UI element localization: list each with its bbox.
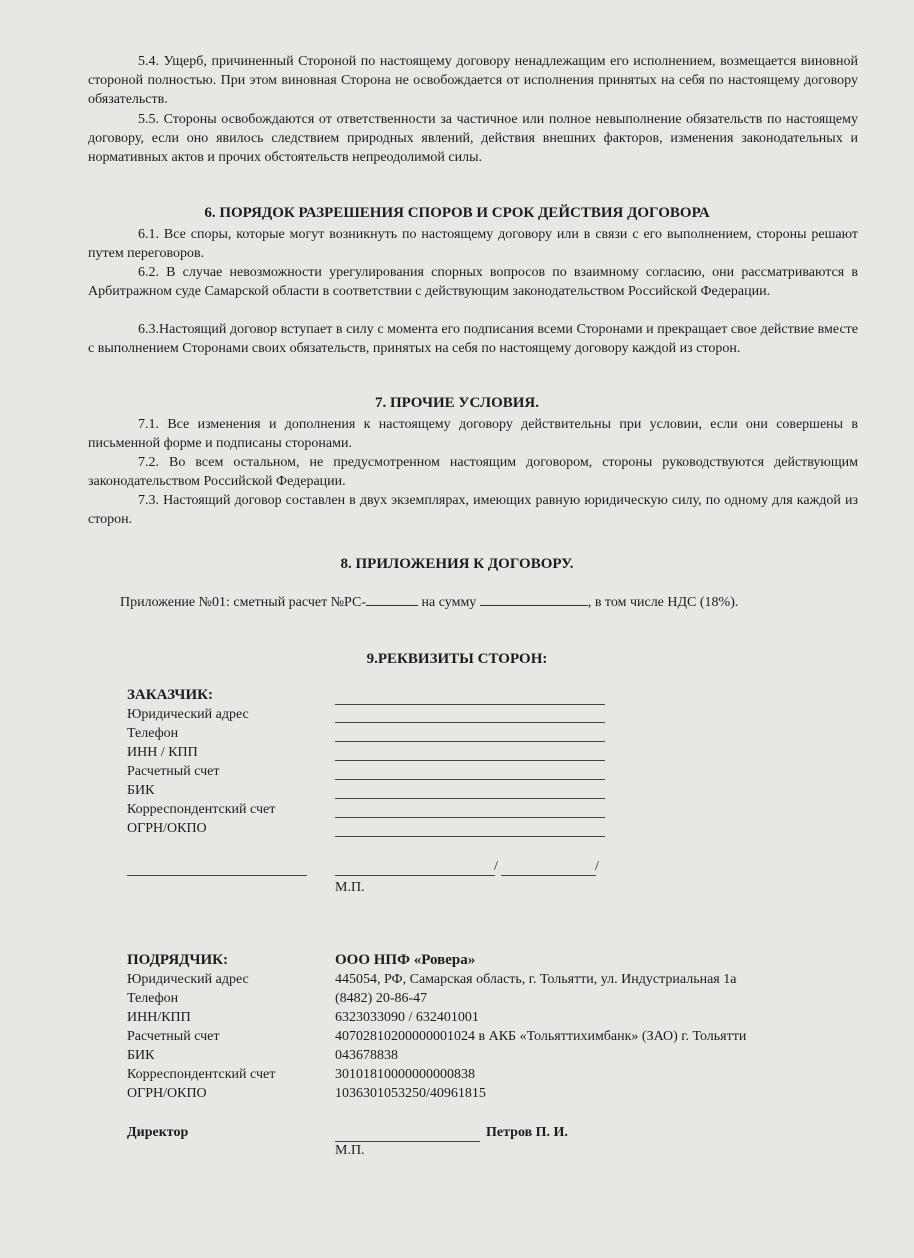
annex-text-2: на сумму (418, 595, 480, 610)
section-9-heading: 9.РЕКВИЗИТЫ СТОРОН: (366, 651, 548, 667)
signature-separator-1: / (494, 859, 498, 874)
customer-account-blank[interactable] (335, 779, 605, 780)
contractor-field-corr-account: Корреспондентский счет (127, 1067, 276, 1082)
customer-stamp-label: М.П. (335, 880, 365, 895)
customer-legal-address-blank[interactable] (335, 722, 605, 723)
contractor-bik: 043678838 (335, 1048, 398, 1063)
customer-field-phone: Телефон (127, 726, 179, 741)
customer-title: ЗАКАЗЧИК: (127, 687, 213, 703)
clause-7-2: 7.2. Во всем остальном, не предусмотренном настоящим договором, стороны руководствуются действующим законодательством Российской Федерации. (88, 455, 858, 489)
contractor-title: ПОДРЯДЧИК: (127, 952, 229, 968)
contractor-ogrn-okpo: 1036301053250/40961815 (335, 1086, 486, 1101)
customer-name-blank[interactable] (335, 704, 605, 705)
customer-field-account: Расчетный счет (127, 764, 220, 779)
customer-field-bik: БИК (127, 783, 155, 798)
estimate-number-blank[interactable] (366, 593, 418, 606)
customer-field-legal-address: Юридический адрес (127, 707, 249, 722)
contractor-corr-account: 30101810000000000838 (335, 1067, 475, 1082)
director-label: Директор (127, 1125, 189, 1140)
annex-text-3: , в том числе НДС (18%). (587, 595, 739, 610)
clause-6-3: 6.3.Настоящий договор вступает в силу с момента его подписания всеми Сторонами и прекращает свое действие вместе с выполнением Сторонами своих обязательств, принятых на себя по настоящему договору каждой из сторон. (88, 322, 858, 356)
contractor-account: 40702810200000001024 в АКБ «Тольяттихимбанк» (ЗАО) г. Тольятти (335, 1029, 747, 1044)
customer-ogrn-okpo-blank[interactable] (335, 836, 605, 837)
customer-name-signature-blank[interactable] (501, 875, 596, 876)
customer-field-corr-account: Корреспондентский счет (127, 802, 276, 817)
customer-bik-blank[interactable] (335, 798, 605, 799)
contractor-field-ogrn-okpo: ОГРН/ОКПО (127, 1086, 207, 1101)
contractor-field-phone: Телефон (127, 991, 179, 1006)
annex-line (120, 593, 738, 611)
customer-phone-blank[interactable] (335, 741, 605, 742)
customer-signature-blank[interactable] (335, 875, 495, 876)
customer-field-inn-kpp: ИНН / КПП (127, 745, 198, 760)
contractor-stamp-label: М.П. (335, 1143, 365, 1158)
contractor-field-account: Расчетный счет (127, 1029, 220, 1044)
clause-5-5: 5.5. Стороны освобождаются от ответственности за частичное или полное невыполнение обязательств по настоящему договору, если оно явилось следствием природных явлений, действия внешних факторов, изменения законодательных и нормативных актов и прочих обстоятельств непреодолимой силы. (88, 112, 858, 165)
contractor-phone: (8482) 20-86-47 (335, 991, 428, 1006)
contractor-field-inn-kpp: ИНН/КПП (127, 1010, 191, 1025)
clause-7-1: 7.1. Все изменения и дополнения к настоящему договору действительны при условии, если они совершены в письменной форме и подписаны сторонами. (88, 417, 858, 451)
customer-corr-account-blank[interactable] (335, 817, 605, 818)
director-name: Петров П. И. (486, 1125, 568, 1140)
customer-field-ogrn-okpo: ОГРН/ОКПО (127, 821, 207, 836)
clause-5-4: 5.4. Ущерб, причиненный Стороной по настоящему договору ненадлежащим его исполнением, возмещается виновной стороной полностью. При этом виновная Сторона не освобождается от исполнения принятых на себя по настоящему договору обязательств. (88, 54, 858, 107)
annex-text-1: Приложение №01: сметный расчет №РС- (120, 595, 367, 610)
contractor-field-bik: БИК (127, 1048, 155, 1063)
amount-blank[interactable] (480, 593, 588, 606)
contractor-field-legal-address: Юридический адрес (127, 972, 249, 987)
section-8-heading: 8. ПРИЛОЖЕНИЯ К ДОГОВОРУ. (340, 556, 574, 572)
section-7-heading: 7. ПРОЧИЕ УСЛОВИЯ. (374, 395, 540, 411)
director-signature-blank[interactable] (335, 1141, 480, 1142)
contractor-inn-kpp: 6323033090 / 632401001 (335, 1010, 479, 1025)
customer-position-blank[interactable] (127, 875, 307, 876)
clause-6-2: 6.2. В случае невозможности урегулирования спорных вопросов по взаимному согласию, они рассматриваются в Арбитражном суде Самарской области в соответствии с действующим законодательством Российской Федерации. (88, 265, 858, 299)
signature-separator-2: / (595, 859, 599, 874)
customer-inn-kpp-blank[interactable] (335, 760, 605, 761)
clause-6-1: 6.1. Все споры, которые могут возникнуть по настоящему договору или в связи с его выполнением, стороны решают путем переговоров. (88, 227, 858, 261)
clause-7-3: 7.3. Настоящий договор составлен в двух экземплярах, имеющих равную юридическую силу, по одному для каждой из сторон. (88, 493, 858, 527)
contractor-name: ООО НПФ «Ровера» (335, 952, 476, 968)
section-6-heading: 6. ПОРЯДОК РАЗРЕШЕНИЯ СПОРОВ И СРОК ДЕЙСТВИЯ ДОГОВОРА (204, 205, 710, 221)
contractor-legal-address: 445054, РФ, Самарская область, г. Тольятти, ул. Индустриальная 1а (335, 972, 737, 987)
